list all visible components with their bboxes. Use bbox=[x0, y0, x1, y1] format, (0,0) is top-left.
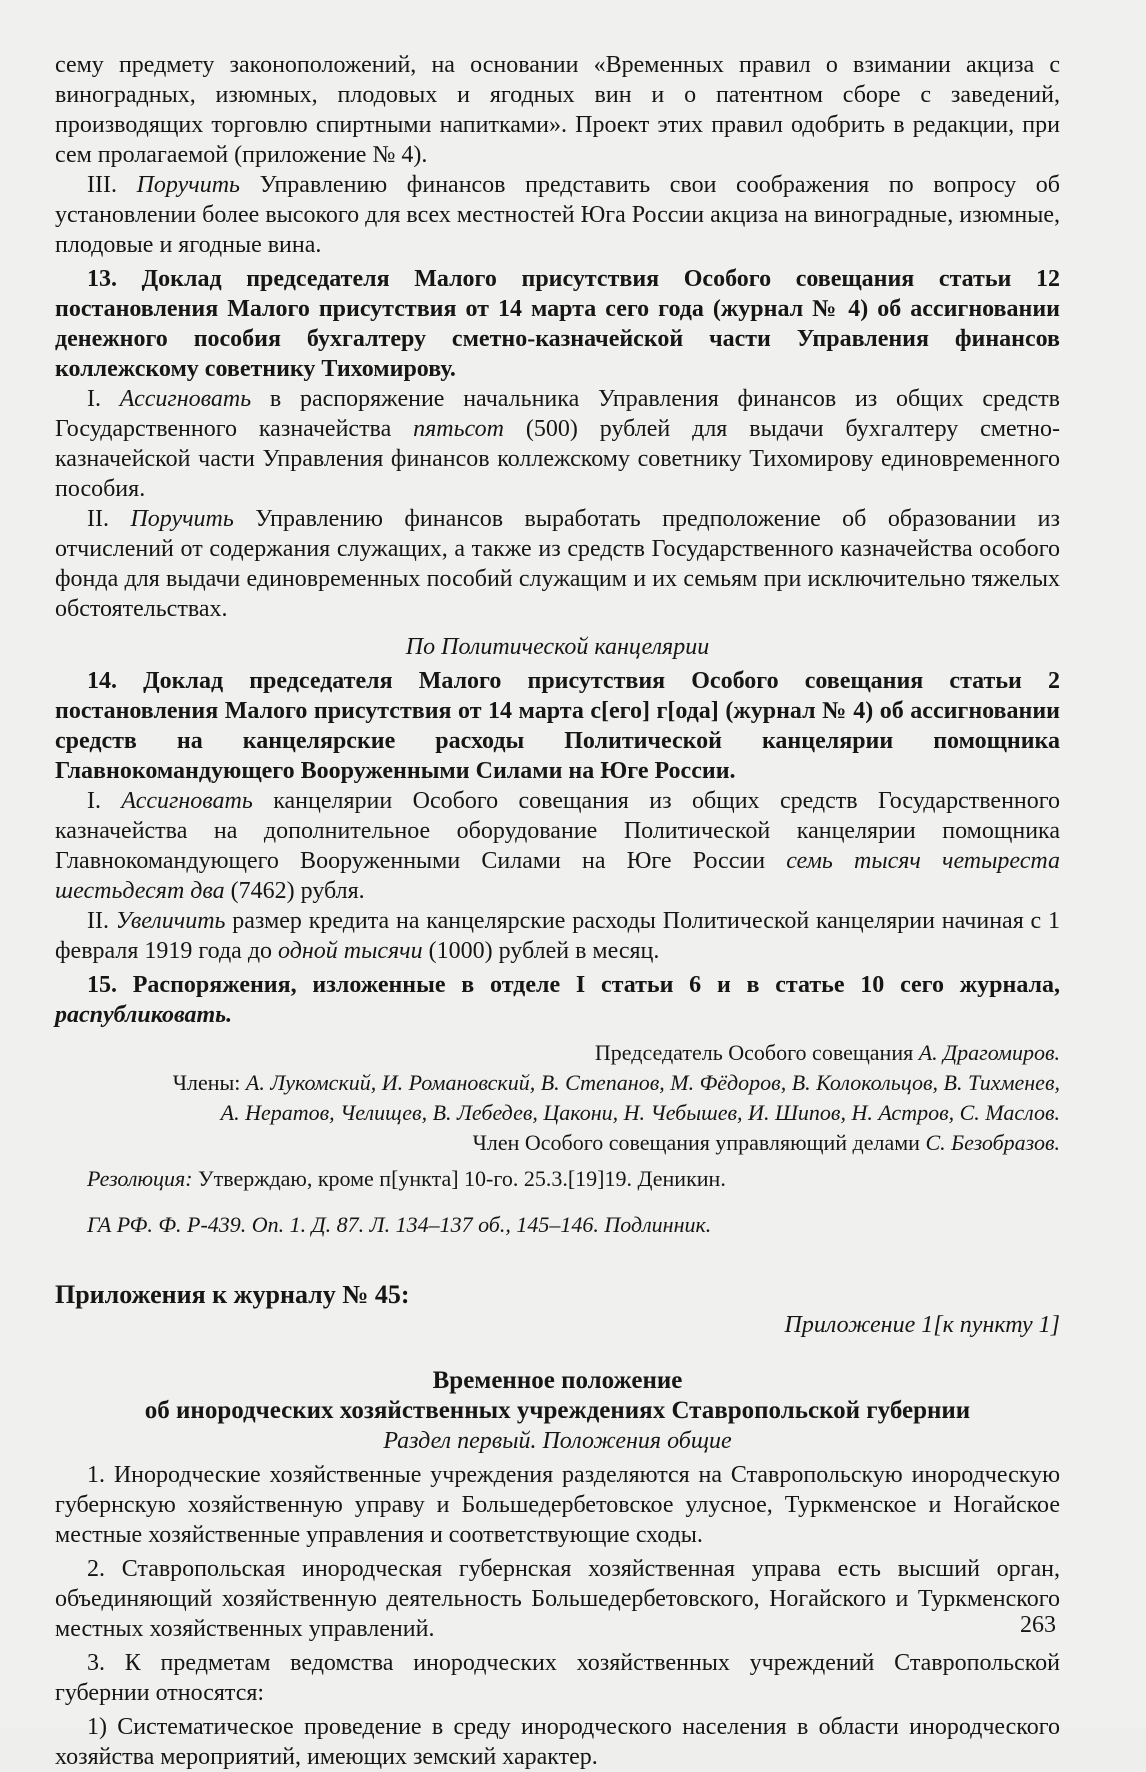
section-13-item-2-number: II. bbox=[87, 506, 109, 532]
section-13-item-1-verb: Ассигновать bbox=[119, 386, 252, 412]
section-14-item-2-verb: Увеличить bbox=[115, 908, 226, 934]
page-number: 263 bbox=[1020, 1612, 1056, 1638]
section-14-item-1-number: I. bbox=[87, 788, 101, 814]
regulation-paragraph-2: 2. Ставропольская инородческая губернская хозяйственная управа есть высший орган, объединяющий хозяйственную деятельность Большедербетовского, Ногайского и Туркменского местных хозяйственных управлений. bbox=[55, 1556, 1060, 1642]
chair-label: Председатель Особого совещания bbox=[594, 1040, 919, 1065]
regulation-title-line-1: Временное положение bbox=[432, 1367, 683, 1394]
political-chancellery-subheading: По Политической канцелярии bbox=[405, 634, 710, 660]
item-3-verb: Поручить bbox=[136, 172, 240, 198]
section-13-heading: 13. Доклад председателя Малого присутствия Особого совещания статьи 12 постановления Малого присутствия от 14 марта сего года (журнал № 4) об ассигновании денежного пособия бухгалтеру сметно-казначейской части Управления финансов коллежскому советнику Тихомирову. bbox=[55, 266, 1060, 382]
item-3-number: III. bbox=[87, 172, 117, 198]
chair-name: А. Драгомиров. bbox=[918, 1040, 1060, 1065]
appendix-heading: Приложения к журналу № 45: bbox=[55, 1280, 410, 1309]
section-14-item-2-amount: одной тысячи bbox=[278, 938, 423, 964]
section-15-text: 15. Распоряжения, изложенные в отделе I статьи 6 и в статье 10 сего журнала, bbox=[87, 972, 1060, 998]
section-14-item-2-text-a: размер кредита на канцелярские расходы Политической канцелярии начиная с 1 февраля 1919 года до bbox=[55, 908, 1061, 964]
section-14-item-1 bbox=[55, 786, 1060, 906]
regulation-paragraph-3: 3. К предметам ведомства инородческих хозяйственных учреждений Ставропольской губернии относятся: bbox=[55, 1650, 1060, 1706]
regulation-title-line-2: об инородческих хозяйственных учреждениях Ставропольской губернии bbox=[144, 1397, 971, 1424]
section-14-item-2-number: II. bbox=[87, 908, 109, 934]
section-13-item-1-text-b: (500) рублей для выдачи бухгалтеру сметно-казначейской части Управления финансов коллежскому советнику Тихомирову единовременного пособия. bbox=[55, 416, 1060, 502]
regulation-section-title: Раздел первый. Положения общие bbox=[383, 1428, 732, 1454]
section-15-heading bbox=[55, 970, 1060, 1030]
resolution-text: Утверждаю, кроме п[ункта] 10-го. 25.3.[19]19. Деникин. bbox=[192, 1166, 726, 1191]
section-13-item-2-verb: Поручить bbox=[130, 506, 234, 532]
members-names-1: А. Лукомский, И. Романовский, В. Степанов, М. Фёдоров, В. Колокольцов, В. Тихменев, bbox=[245, 1070, 1060, 1095]
section-14-item-1-text-a: канцелярии Особого совещания из общих средств Государственного казначейства на дополнительное оборудование Политической канцелярии помощника Главнокомандующего Вооруженными Силами на Юге России bbox=[55, 788, 1060, 874]
section-13-item-1-text-a: в распоряжение начальника Управления финансов из общих средств Государственного казначейства bbox=[55, 386, 1061, 442]
appendix-label: Приложение 1[к пункту 1] bbox=[784, 1312, 1060, 1338]
section-13-item-2 bbox=[55, 504, 1060, 624]
section-14-heading: 14. Доклад председателя Малого присутствия Особого совещания статьи 2 постановления Малого присутствия от 14 марта с[его] г[ода] (журнал № 4) об ассигновании средств на канцелярские расходы Политической канцелярии помощника Главнокомандующего Вооруженными Силами на Юге России. bbox=[55, 668, 1060, 784]
members-line-2: А. Нератов, Челищев, В. Лебедев, Цакони, Н. Чебышев, И. Шипов, Н. Астров, С. Маслов. bbox=[220, 1100, 1060, 1125]
item-3-text: Управлению финансов представить свои соображения по вопросу об установлении более высокого для всех местностей Юга России акциза на виноградные, изюмные, плодовые и ягодные вина. bbox=[55, 172, 1061, 258]
section-13-item-1 bbox=[55, 384, 1060, 504]
chair-signature bbox=[55, 1038, 1060, 1068]
section-13-item-1-amount: пятьсот bbox=[413, 416, 504, 442]
manager-label: Член Особого совещания управляющий делами bbox=[472, 1130, 926, 1155]
section-14-item-1-text-b: (7462) рубля. bbox=[224, 878, 365, 904]
manager-name: С. Безобразов. bbox=[925, 1130, 1060, 1155]
regulation-paragraph-3-1: 1) Систематическое проведение в среду инородческого населения в области инородческого хозяйства мероприятий, имеющих земский характер. bbox=[55, 1714, 1060, 1770]
item-3-paragraph bbox=[55, 170, 1060, 260]
members-label: Члены: bbox=[172, 1070, 246, 1095]
section-14-item-2 bbox=[55, 906, 1060, 966]
intro-paragraph: сему предмету законоположений, на основании «Временных правил о взимании акциза с виноградных, изюмных, плодовых и ягодных вин и о патентном сборе с заведений, производящих торговлю спиртными напитками». Проект этих правил одобрить в редакции, при сем пролагаемой (приложение № 4). bbox=[55, 52, 1060, 168]
manager-signature bbox=[55, 1128, 1060, 1158]
section-13-item-2-text: Управлению финансов выработать предположение об образовании из отчислений от содержания служащих, а также из средств Государственного казначейства особого фонда для выдачи единовременных пособий служащим и их семьям при исключительно тяжелых обстоятельствах. bbox=[55, 506, 1061, 622]
page-body bbox=[55, 50, 1060, 1772]
members-line-1 bbox=[55, 1068, 1060, 1098]
regulation-paragraph-1: 1. Инородческие хозяйственные учреждения разделяются на Ставропольскую инородческую губернскую хозяйственную управу и Большедербетовское улусное, Туркменское и Ногайское местные хозяйственные управления и соответствующие сходы. bbox=[55, 1462, 1060, 1548]
archive-reference: ГА РФ. Ф. Р-439. Оп. 1. Д. 87. Л. 134–137 об., 145–146. Подлинник. bbox=[87, 1212, 712, 1237]
resolution-label: Резолюция: bbox=[87, 1166, 193, 1191]
section-14-item-1-verb: Ассигновать bbox=[121, 788, 253, 814]
section-14-item-1-amount: семь тысяч четыреста шестьдесят два bbox=[55, 848, 1060, 904]
section-13-item-1-number: I. bbox=[87, 386, 101, 412]
section-14-item-2-text-b: (1000) рублей в месяц. bbox=[422, 938, 660, 964]
resolution bbox=[55, 1164, 1060, 1194]
section-15-verb: распубликовать. bbox=[55, 1002, 233, 1028]
